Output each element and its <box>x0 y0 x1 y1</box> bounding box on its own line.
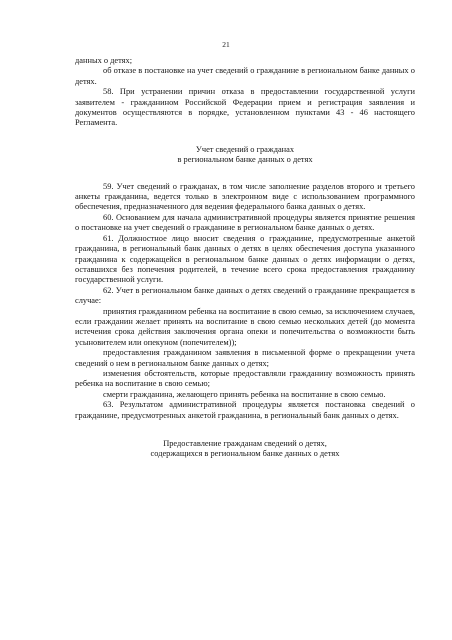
paragraph: данных о детях; <box>75 56 133 65</box>
paragraph-58: 58. При устранении причин отказа в предоставлении государственной услуги заявителем - гражданином Российской Федерации прием и регистрация заявления и документов осуществляются в порядке, установленном пунктами 43 - 46 настоящего Регламента. <box>75 87 415 128</box>
paragraph-59: 59. Учет сведений о гражданах, в том числе заполнение разделов второго и третьего анкеты гражданина, ведется только в электронном виде с использованием программного обеспечения, предназначенного для ведения федерального банка данных о детях. <box>75 181 415 212</box>
paragraph: смерти гражданина, желающего принять ребенка на воспитание в свою семью. <box>103 389 386 399</box>
section-heading-line: в региональном банке данных о детях <box>177 155 313 165</box>
paragraph: изменения обстоятельств, которые предоставляли гражданину возможность принять ребенка на воспитание в свою семью; <box>75 368 415 389</box>
section-heading-line: Учет сведений о гражданах <box>195 144 295 154</box>
section-heading <box>75 145 415 166</box>
section-heading-line: Предоставление гражданам сведений о детях, <box>163 439 327 448</box>
section-heading-line: содержащихся в региональном банке данных о детях <box>150 449 340 459</box>
paragraph: предоставления гражданином заявления в письменной форме о прекращении учета сведений о нем в региональном банке данных о детях; <box>75 348 415 368</box>
paragraph-63: 63. Результатом административной процедуры является постановка сведений о гражданине, предусмотренных анкетой гражданина, в региональный банк данных о детях. <box>75 400 415 420</box>
paragraph: об отказе в постановке на учет сведений о гражданине в региональном банке данных о детях. <box>75 66 415 86</box>
page-number: 21 <box>222 40 230 49</box>
paragraph-61: 61. Должностное лицо вносит сведения о гражданине, предусмотренные анкетой гражданина, в региональный банк данных о детях в целях обеспечения доступа указанного гражданина к содержащейся в региональном банке данных о детях информации о детях, оставшихся без попечения родителей, в течение всего срока предоставления гражданину государственной услуги. <box>75 233 415 285</box>
paragraph-62: 62. Учет в региональном банке данных о детях сведений о гражданине прекращается в случае: <box>75 285 415 306</box>
paragraph: принятия гражданином ребенка на воспитание в свою семью, за исключением случаев, если гражданин желает принять на воспитание в свою семью нескольких детей (до момента истечения срока действия заключения органа опеки и попечительства о возможности быть усыновителем или опекуном (попечителем)); <box>75 306 415 347</box>
section-heading <box>75 439 415 460</box>
document-body <box>75 56 415 460</box>
paragraph-60: 60. Основанием для начала административной процедуры является принятие решения о постановке на учет сведений о гражданине в региональном банке данных о детях. <box>75 212 415 233</box>
